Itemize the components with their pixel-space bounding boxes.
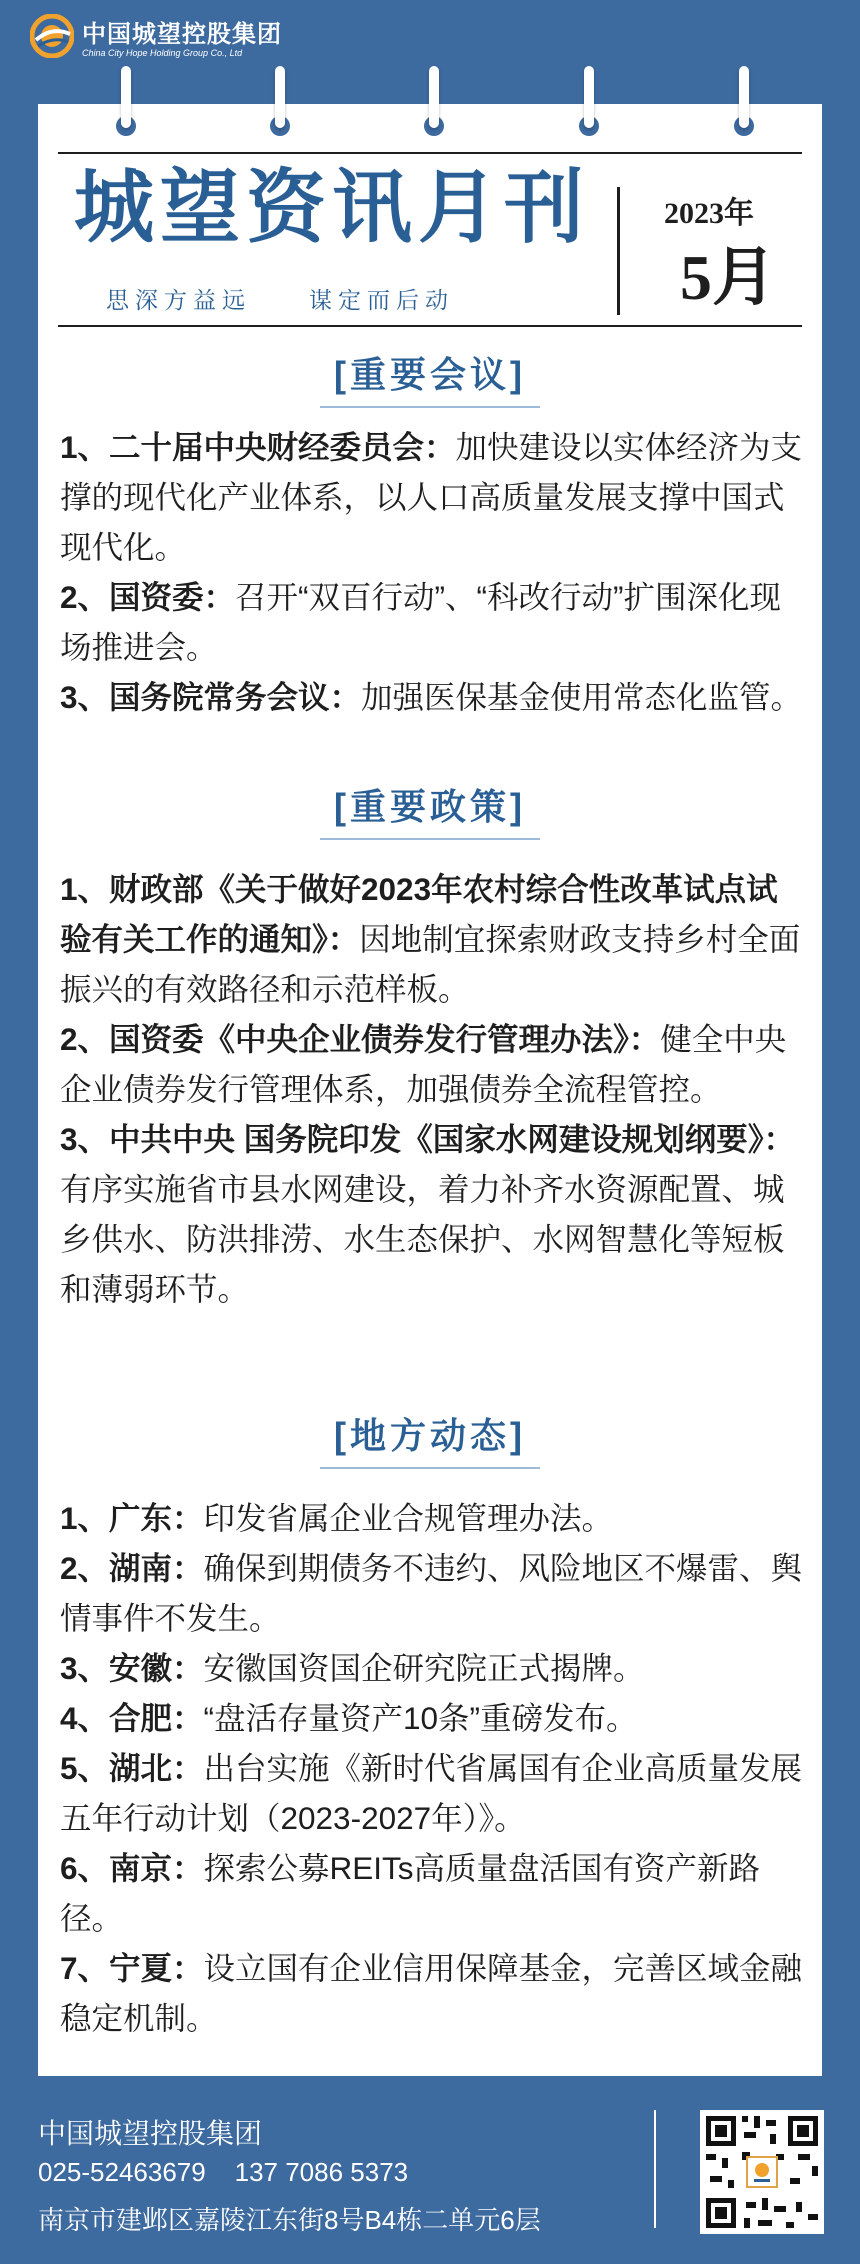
section-heading: [重要会议] [320, 347, 540, 408]
list-item [60, 1543, 804, 1643]
item-label: 2、国资委《中央企业债券发行管理办法》： [60, 1021, 661, 1057]
item-text: 确保到期债务不违约、风险地区不爆雷、舆情事件不发生。 [60, 1550, 803, 1636]
item-text: 设立国有企业信用保障基金，完善区域金融稳定机制。 [60, 1950, 803, 2036]
item-label: 4、合肥： [60, 1700, 204, 1736]
item-text: 印发省属企业合规管理办法。 [203, 1500, 614, 1536]
company-logo-icon [30, 14, 74, 58]
qr-code-icon[interactable] [700, 2110, 824, 2234]
list-item [60, 572, 804, 672]
list-item [60, 1743, 804, 1843]
issue-month: 5月 [680, 242, 776, 313]
masthead-divider [617, 187, 620, 315]
list-item [60, 422, 804, 572]
local-news-list [60, 1493, 804, 2043]
item-text: “盘活存量资产10条”重磅发布。 [203, 1700, 638, 1736]
item-text: 加快建设以实体经济为支撑的现代化产业体系，以人口高质量发展支撑中国式现代化。 [60, 429, 803, 565]
slogan [106, 282, 454, 315]
item-label: 7、宁夏： [60, 1950, 204, 1986]
item-label: 6、南京： [60, 1850, 204, 1886]
list-item [60, 864, 804, 1014]
item-text: 安徽国资国企研究院正式揭牌。 [203, 1650, 645, 1686]
list-item [60, 672, 804, 722]
footer-phones: 025-52463679 137 7086 5373 [38, 2157, 409, 2187]
footer-divider [654, 2110, 656, 2228]
section-heading-meetings [0, 347, 860, 408]
section-heading-local [0, 1408, 860, 1469]
section-heading: [地方动态] [320, 1408, 540, 1469]
masthead-bottom-rule [58, 325, 802, 327]
meetings-list [60, 422, 804, 722]
section-heading: [重要政策] [320, 779, 540, 840]
binder-ring-icon [584, 66, 594, 128]
slogan-left: 思深方益远 [106, 287, 251, 313]
company-name: 中国城望控股集团 [82, 21, 282, 48]
list-item [60, 1014, 804, 1114]
masthead-top-rule [58, 152, 802, 154]
item-label: 1、广东： [60, 1500, 204, 1536]
list-item [60, 1643, 804, 1693]
binder-ring-icon [739, 66, 749, 128]
slogan-right: 谋定而后动 [309, 287, 454, 313]
item-label: 1、财政部《关于做好2023年农村综合性改革试点试验有关工作的通知》： [60, 871, 778, 957]
list-item [60, 1114, 804, 1314]
item-text: 有序实施省市县水网建设，着力补齐水资源配置、城乡供水、防洪排涝、水生态保护、水网智慧化等短板和薄弱环节。 [60, 1171, 785, 1307]
issue-year: 2023年 [664, 197, 754, 230]
item-label: 1、二十届中央财经委员会： [60, 429, 456, 465]
page-title: 城望资讯月刊 [74, 163, 590, 252]
binder-ring-icon [429, 66, 439, 128]
footer-company: 中国城望控股集团 [38, 2118, 263, 2149]
list-item [60, 1943, 804, 2043]
list-item [60, 1693, 804, 1743]
item-text: 召开“双百行动”、“科改行动”扩围深化现场推进会。 [60, 579, 781, 665]
item-text: 健全中央企业债券发行管理体系，加强债券全流程管控。 [60, 1021, 787, 1107]
footer-address: 南京市建邺区嘉陵江东街8号B4栋二单元6层 [38, 2205, 541, 2235]
policies-list [60, 864, 804, 1314]
binder-ring-icon [275, 66, 285, 128]
list-item [60, 1493, 804, 1543]
company-name-en: China City Hope Holding Group Co., Ltd [82, 48, 243, 58]
item-label: 3、安徽： [60, 1650, 204, 1686]
item-label: 2、湖南： [60, 1550, 204, 1586]
item-label: 3、中共中央 国务院印发《国家水网建设规划纲要》： [60, 1121, 796, 1157]
item-text: 因地制宜探索财政支持乡村全面振兴的有效路径和示范样板。 [60, 921, 801, 1007]
item-text: 探索公募REITs高质量盘活国有资产新路径。 [60, 1850, 761, 1936]
item-label: 3、国务院常务会议： [60, 679, 362, 715]
list-item [60, 1843, 804, 1943]
section-heading-policies [0, 779, 860, 840]
item-text: 出台实施《新时代省属国有企业高质量发展五年行动计划（2023-2027年）》。 [60, 1750, 803, 1836]
item-text: 加强医保基金使用常态化监管。 [361, 679, 803, 715]
item-label: 5、湖北： [60, 1750, 204, 1786]
item-label: 2、国资委： [60, 579, 236, 615]
binder-ring-icon [121, 66, 131, 128]
